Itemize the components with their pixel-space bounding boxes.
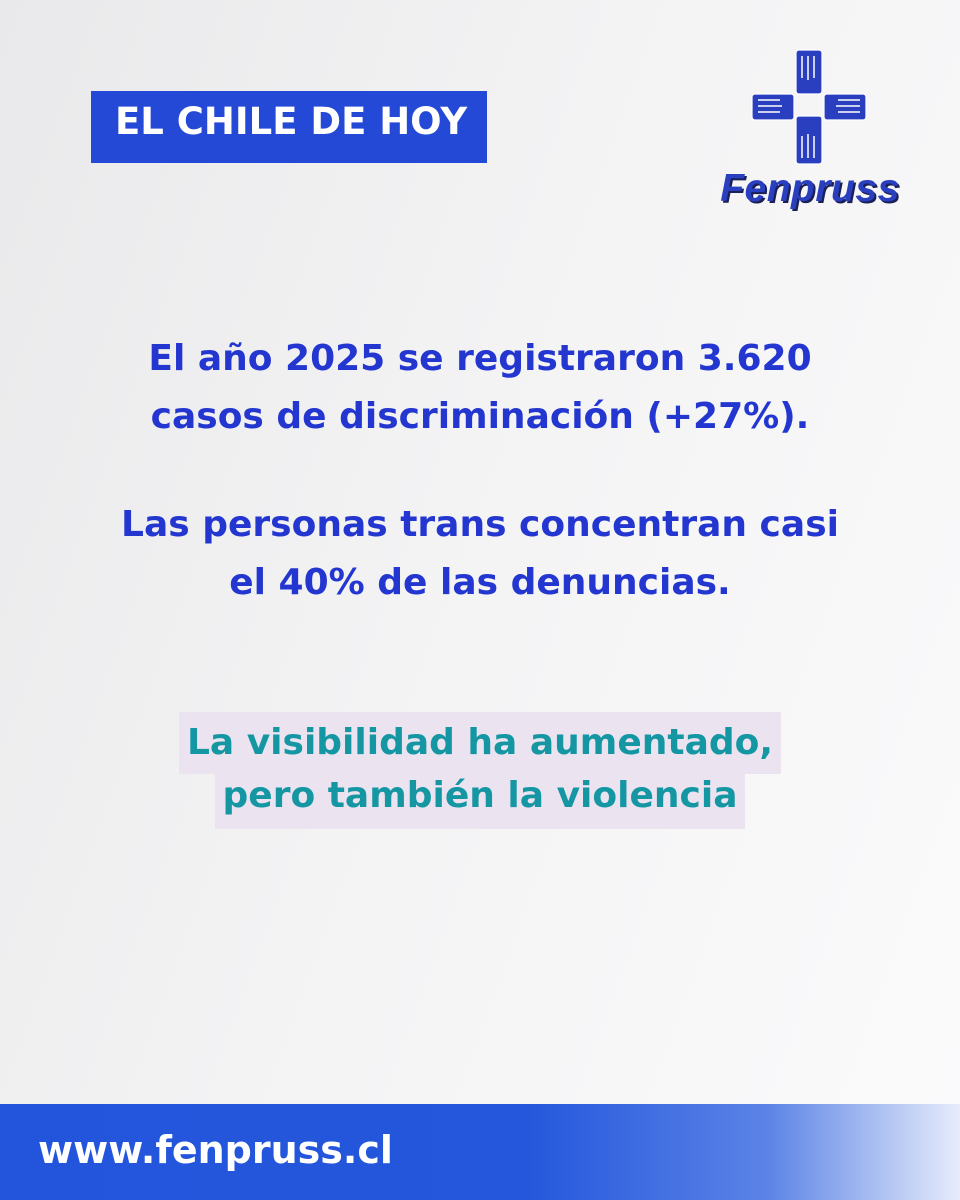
stat-line: Las personas trans concentran casi <box>121 504 839 545</box>
highlight-text: pero también la violencia <box>215 767 746 829</box>
stat-block-cases <box>60 330 900 446</box>
stat-line: El año 2025 se registraron 3.620 <box>148 338 812 379</box>
highlight-quote-line-2 <box>0 767 960 829</box>
website-link[interactable]: www.fenpruss.cl <box>38 1128 393 1172</box>
stat-line: el 40% de las denuncias. <box>229 562 731 603</box>
section-tag: EL CHILE DE HOY <box>91 91 487 163</box>
stat-block-trans <box>60 496 900 612</box>
footer-bar <box>0 1104 960 1200</box>
highlight-text: La visibilidad ha aumentado, <box>179 712 781 774</box>
cross-of-hands-icon <box>750 48 868 166</box>
logo-wordmark: Fenpruss <box>720 167 900 210</box>
stat-line: casos de discriminación (+27%). <box>150 396 810 437</box>
fenpruss-logo <box>700 48 920 228</box>
highlight-quote-line-1 <box>0 712 960 774</box>
